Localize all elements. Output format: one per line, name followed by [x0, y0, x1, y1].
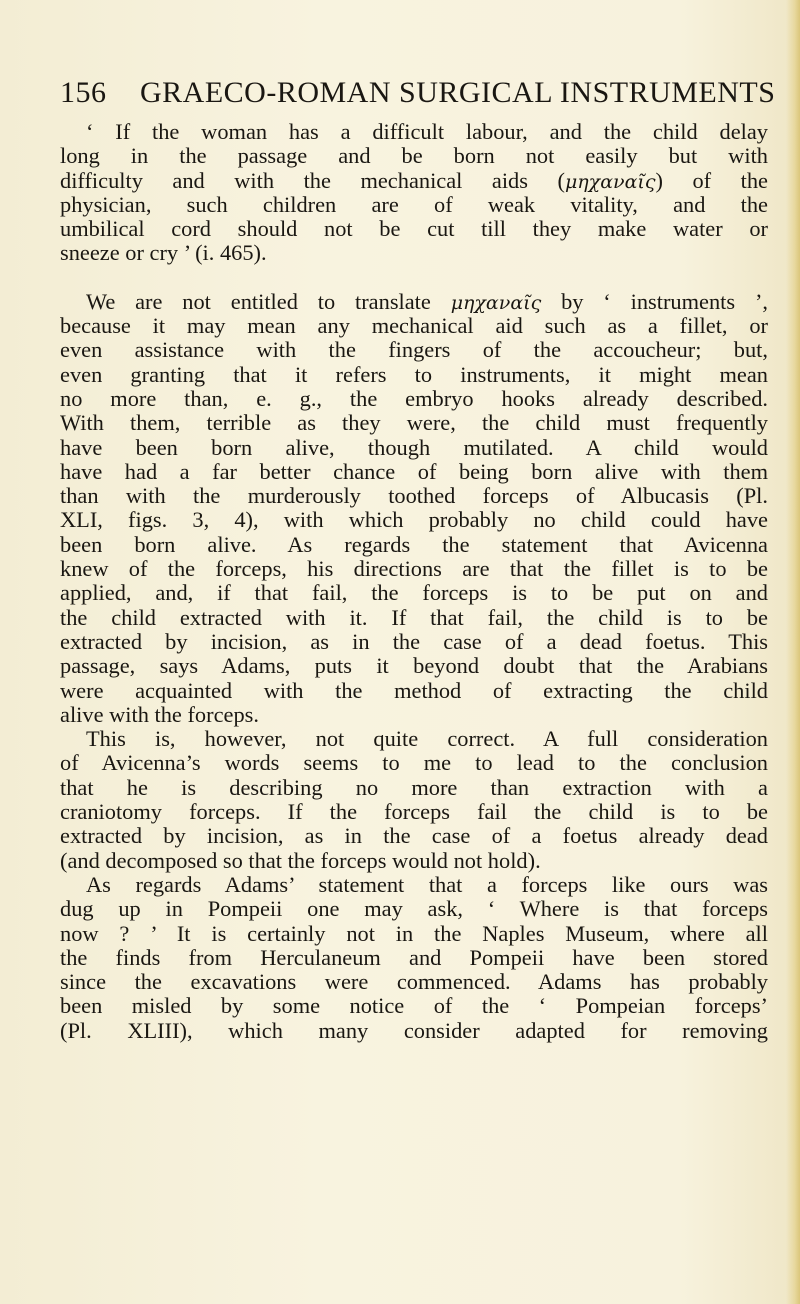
text-line: ‘ If the woman has a difficult labour, and the child delay: [86, 120, 768, 144]
text-line: dug up in Pompeii one may ask, ‘ Where is that forceps: [60, 897, 768, 922]
text-line: than with the murderously toothed forceps of Albucasis (Pl.: [60, 484, 768, 509]
text-line: passage, says Adams, puts it beyond doubt that the Arabians: [60, 654, 768, 679]
text-line: [60, 290, 768, 314]
text-line: knew of the forceps, his directions are that the fillet is to be: [60, 557, 768, 582]
greek-word: μηχαναῖς: [450, 291, 542, 314]
running-head: [60, 76, 776, 110]
text-segment: difficulty and with the mechanical aids (: [60, 168, 565, 193]
greek-word: μηχαναῖς: [564, 170, 656, 193]
text-line: With them, terrible as they were, the child must frequently: [60, 411, 768, 436]
page-edge-shading: [786, 0, 800, 1304]
text-line: sneeze or cry ’ (i. 465).: [60, 241, 267, 266]
text-line: that he is describing no more than extraction with a: [60, 775, 768, 800]
text-line: alive with the forceps.: [60, 702, 259, 727]
text-line: now ? ’ It is certainly not in the Naples Museum, where all: [60, 921, 768, 946]
text-line: (and decomposed so that the forceps would not hold).: [60, 848, 541, 873]
paragraph-gap: [60, 266, 768, 290]
text-line: [60, 169, 768, 193]
text-line: even assistance with the fingers of the accoucheur; but,: [60, 338, 768, 363]
text-line: been born alive. As regards the statement that Avicenna: [60, 532, 768, 557]
text-line: umbilical cord should not be cut till they make water or: [60, 217, 768, 242]
page-number: 156: [60, 76, 107, 109]
text-line: the finds from Herculaneum and Pompeii have been stored: [60, 945, 768, 970]
text-line: no more than, e. g., the embryo hooks already described.: [60, 386, 768, 411]
text-line: have had a far better chance of being born alive with them: [60, 459, 768, 484]
text-line: (Pl. XLIII), which many consider adapted for removing: [60, 1018, 768, 1043]
text-line: physician, such children are of weak vitality, and the: [60, 192, 768, 217]
text-line: applied, and, if that fail, the forceps is to be put on and: [60, 581, 768, 606]
text-segment: ) of the: [655, 168, 768, 193]
text-line: This is, however, not quite correct. A full consideration: [86, 727, 768, 752]
text-segment: by ‘ instruments ’,: [541, 289, 768, 314]
text-line: the child extracted with it. If that fail, the child is to be: [60, 605, 768, 630]
text-line: extracted by incision, as in the case of a dead foetus. This: [60, 629, 768, 654]
text-line: even granting that it refers to instruments, it might mean: [60, 362, 768, 387]
text-line: because it may mean any mechanical aid such as a fillet, or: [60, 314, 768, 339]
text-line: were acquainted with the method of extracting the child: [60, 678, 768, 703]
text-line: have been born alive, though mutilated. A child would: [60, 435, 768, 460]
text-line: As regards Adams’ statement that a forceps like ours was: [86, 872, 768, 897]
text-line: XLI, figs. 3, 4), with which probably no child could have: [60, 508, 768, 533]
text-line: been misled by some notice of the ‘ Pompeian forceps’: [60, 994, 768, 1019]
text-line: of Avicenna’s words seems to me to lead to the conclusion: [60, 751, 768, 776]
text-line: long in the passage and be born not easily but with: [60, 144, 768, 169]
body-text: [60, 120, 768, 1043]
text-segment: We are not entitled to translate: [86, 289, 451, 314]
text-line: craniotomy forceps. If the forceps fail the child is to be: [60, 800, 768, 825]
running-title: GRAECO-ROMAN SURGICAL INSTRUMENTS: [140, 76, 776, 109]
text-line: extracted by incision, as in the case of a foetus already dead: [60, 824, 768, 849]
text-line: since the excavations were commenced. Adams has probably: [60, 970, 768, 995]
